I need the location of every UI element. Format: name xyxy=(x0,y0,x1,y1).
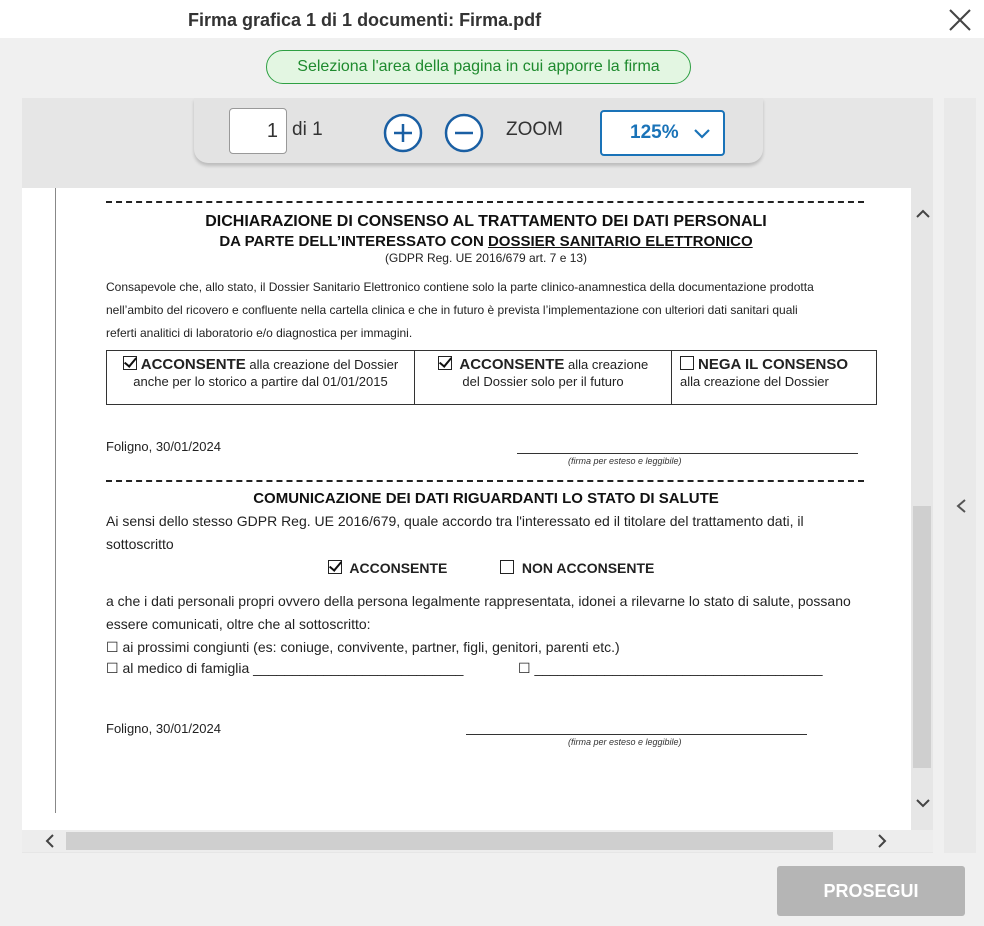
page-margin-line xyxy=(55,188,56,813)
paragraph-2-line-1: Ai sensi dello stesso GDPR Reg. UE 2016/679, quale accordo tra l'interessato ed il titolare del trattamento dati, il xyxy=(106,513,804,529)
scroll-right-icon[interactable] xyxy=(874,833,890,849)
zoom-out-icon[interactable] xyxy=(444,113,484,153)
zoom-select[interactable] xyxy=(600,110,725,156)
doc-title-2-underlined: DOSSIER SANITARIO ELETTRONICO xyxy=(487,233,753,250)
instruction-banner: Seleziona l'area della pagina in cui apporre la firma xyxy=(266,50,691,84)
scroll-left-icon[interactable] xyxy=(42,833,58,849)
paragraph-2-line-2: sottoscritto xyxy=(106,536,174,552)
paragraph-1-line-3: referti analitici di laboratorio e/o diagnostica per immagini. xyxy=(106,326,413,340)
list-item-other: ☐ _____________________________________ xyxy=(518,660,823,676)
vertical-scrollbar-thumb[interactable] xyxy=(913,506,931,768)
paragraph-1-line-2: nell’ambito del ricovero e confluente nella cartella clinica e che in futuro è prevista l’implementazione con ulteriori dati sanitari quali xyxy=(106,303,798,317)
place-date-1: Foligno, 30/01/2024 xyxy=(106,439,221,454)
option-consent-future[interactable]: ACCONSENTE alla creazione del Dossier solo per il futuro xyxy=(415,351,672,404)
horizontal-scrollbar[interactable] xyxy=(22,830,933,852)
consent-options-table xyxy=(106,350,877,405)
page-number-input[interactable] xyxy=(229,108,287,154)
horizontal-scrollbar-thumb[interactable] xyxy=(66,832,833,850)
doc-title-3: COMUNICAZIONE DEI DATI RIGUARDANTI LO STATO DI SALUTE xyxy=(253,490,719,507)
checked-box-icon xyxy=(328,560,342,574)
checked-box-icon xyxy=(123,356,137,370)
doc-subtitle: (GDPR Reg. UE 2016/679 art. 7 e 13) xyxy=(384,251,588,265)
viewer-toolbar xyxy=(194,98,763,163)
zoom-in-icon[interactable] xyxy=(383,113,423,153)
consent-yes-option[interactable]: ACCONSENTE xyxy=(328,560,447,576)
place-date-2: Foligno, 30/01/2024 xyxy=(106,721,221,736)
paragraph-3-line-2: essere comunicati, oltre che al sottoscritto: xyxy=(106,616,371,632)
option-consent-historical[interactable]: ACCONSENTE alla creazione del Dossier anche per lo storico a partire dal 01/01/2015 xyxy=(107,351,415,404)
pdf-viewer xyxy=(22,98,933,853)
doc-title-2-prefix: DA PARTE DELL’INTERESSATO CON xyxy=(219,233,488,250)
page-count-label: di 1 xyxy=(292,119,323,140)
zoom-label: ZOOM xyxy=(506,119,563,140)
scroll-up-icon[interactable] xyxy=(913,204,933,224)
proceed-button[interactable]: PROSEGUI xyxy=(777,866,965,916)
paragraph-3-line-1: a che i dati personali propri ovvero della persona legalmente rappresentata, idonei a rilevarne lo stato di salute, possano xyxy=(106,593,851,609)
zoom-value: 125% xyxy=(630,122,679,143)
signature-caption-2: (firma per esteso e leggibile) xyxy=(568,737,682,747)
doc-title-1: DICHIARAZIONE DI CONSENSO AL TRATTAMENTO DEI DATI PERSONALI xyxy=(205,213,767,230)
side-panel xyxy=(944,98,976,853)
dialog-title: Firma grafica 1 di 1 documenti: Firma.pdf xyxy=(188,10,542,30)
dialog-header xyxy=(0,0,984,38)
doc-title-2 xyxy=(106,233,866,250)
paragraph-1-line-1: Consapevole che, allo stato, il Dossier Sanitario Elettronico contiene solo la parte clinico-anamnestica della documentazione prodotta xyxy=(106,280,814,294)
dialog-footer xyxy=(0,853,984,926)
list-item-family-doctor: ☐ al medico di famiglia ___________________________ xyxy=(106,660,464,676)
signature-caption-1: (firma per esteso e leggibile) xyxy=(568,456,682,466)
paragraph-1 xyxy=(106,276,886,345)
unchecked-box-icon xyxy=(500,560,514,574)
unchecked-box-icon xyxy=(680,356,694,370)
paragraph-2 xyxy=(106,510,886,556)
pdf-page[interactable] xyxy=(22,188,911,830)
checked-box-icon xyxy=(438,356,452,370)
dashed-separator xyxy=(106,201,864,203)
paragraph-3 xyxy=(106,590,896,659)
signature-line-2[interactable] xyxy=(466,734,807,735)
close-icon[interactable] xyxy=(946,6,974,34)
option-deny-consent[interactable]: NEGA IL CONSENSO alla creazione del Dossier xyxy=(680,356,849,389)
dashed-separator xyxy=(106,480,864,482)
chevron-left-icon[interactable] xyxy=(954,497,968,515)
chevron-down-icon xyxy=(693,127,711,139)
scroll-down-icon[interactable] xyxy=(913,793,933,813)
consent-no-option[interactable]: NON ACCONSENTE xyxy=(500,560,654,576)
signature-line-1[interactable] xyxy=(517,453,858,454)
list-item-relatives: ☐ ai prossimi congiunti (es: coniuge, convivente, partner, figli, genitori, parenti etc.) xyxy=(106,639,620,655)
